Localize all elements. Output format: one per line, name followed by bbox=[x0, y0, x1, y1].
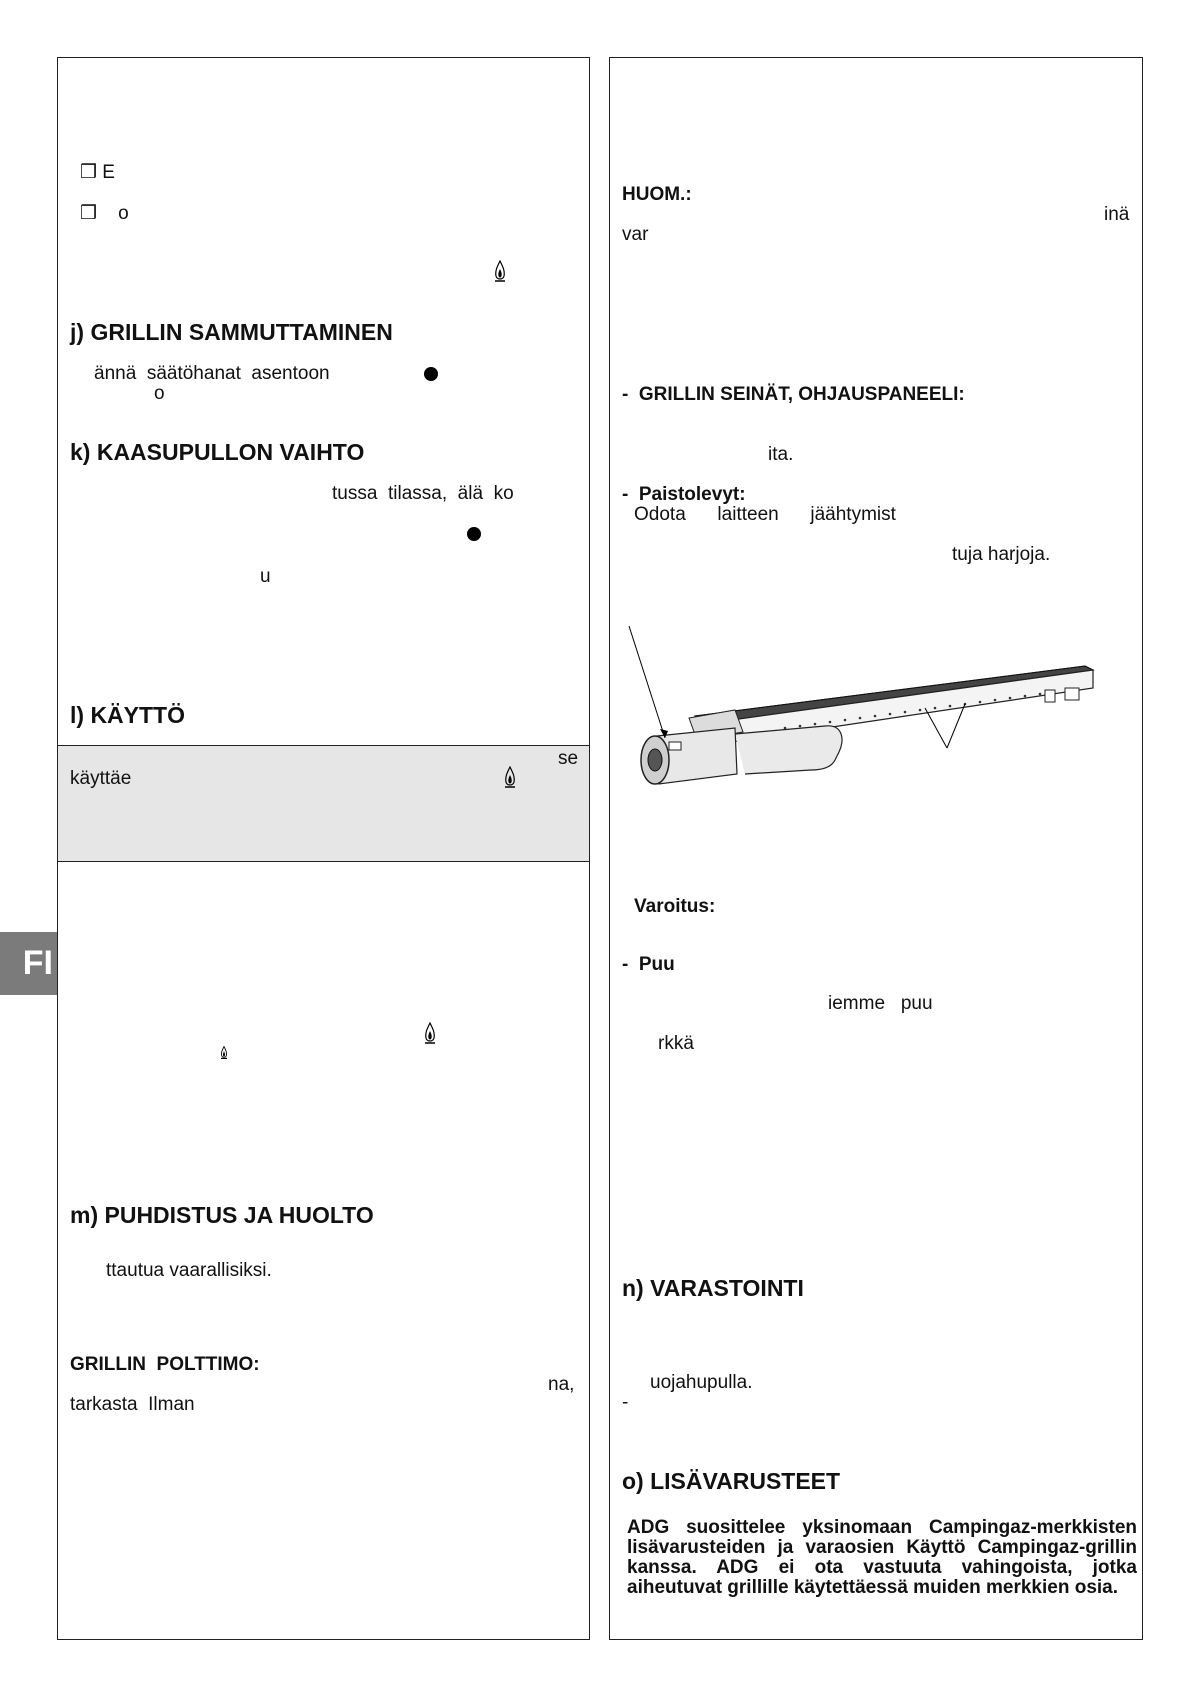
section-o-heading: o) LISÄVARUSTEET bbox=[622, 1468, 841, 1494]
huom-text-1: inä bbox=[1104, 204, 1130, 225]
off-position-dot-icon bbox=[424, 367, 438, 381]
walls-text: ita. bbox=[768, 444, 794, 465]
wood-text-1: iemme puu bbox=[828, 993, 933, 1014]
section-n-line-2: - bbox=[622, 1392, 629, 1413]
section-j-line-2: o bbox=[154, 383, 165, 404]
checkbox-bullet-2: ❒ o bbox=[80, 203, 129, 224]
checkbox-bullet-1: ❒ E bbox=[80, 162, 115, 183]
warning-label: Varoitus: bbox=[634, 896, 716, 917]
off-position-dot-icon bbox=[467, 527, 481, 541]
huom-text-2: var bbox=[622, 224, 649, 245]
section-m-line-3: tarkasta Ilman bbox=[70, 1394, 195, 1415]
accessories-paragraph: ADG suosittelee yksinomaan Campingaz-merkkisten lisävarusteiden ja varaosien Käyttö Campingaz-grillin kanssa. ADG ei ota vastuuta vahingoista, jotka aiheutuvat grillille käytettäessä muiden merkkien osia. bbox=[627, 1517, 1137, 1598]
burner-subheading: GRILLIN POLTTIMO: bbox=[70, 1354, 260, 1375]
section-m-line-2: na, bbox=[548, 1374, 575, 1395]
section-l-heading: l) KÄYTTÖ bbox=[70, 702, 185, 728]
plates-text-1: Odota laitteen jäähtymist bbox=[634, 504, 896, 525]
plates-heading: - Paistolevyt: bbox=[622, 484, 746, 505]
section-m-heading: m) PUHDISTUS JA HUOLTO bbox=[70, 1202, 374, 1228]
small-flame-icon bbox=[220, 1046, 228, 1059]
section-j-heading: j) GRILLIN SAMMUTTAMINEN bbox=[70, 319, 393, 345]
large-flame-icon bbox=[494, 260, 506, 282]
huom-label: HUOM.: bbox=[622, 184, 692, 205]
section-k-heading: k) KAASUPULLON VAIHTO bbox=[70, 439, 365, 465]
section-k-line-2: u bbox=[260, 566, 271, 587]
section-k-line-1: tussa tilassa, älä ko bbox=[332, 483, 514, 504]
section-n-heading: n) VARASTOINTI bbox=[622, 1275, 804, 1301]
language-tab: FI bbox=[0, 932, 57, 995]
burner-illustration bbox=[625, 608, 1140, 808]
notice-text-1: se bbox=[558, 748, 579, 769]
large-flame-icon bbox=[504, 766, 516, 788]
notice-text-2: käyttäe bbox=[70, 768, 132, 789]
large-flame-icon bbox=[424, 1022, 436, 1044]
section-n-line-1: uojahupulla. bbox=[650, 1372, 753, 1393]
right-column bbox=[609, 57, 1143, 1640]
section-m-line-1: ttautua vaarallisiksi. bbox=[106, 1260, 272, 1281]
left-column bbox=[57, 57, 590, 1640]
wood-text-2: rkkä bbox=[658, 1033, 694, 1054]
section-j-line-1: ännä säätöhanat asentoon bbox=[94, 363, 330, 384]
plates-text-2: tuja harjoja. bbox=[952, 544, 1051, 565]
walls-heading: - GRILLIN SEINÄT, OHJAUSPANEELI: bbox=[622, 384, 965, 405]
notice-box bbox=[58, 745, 589, 862]
wood-heading: - Puu bbox=[622, 954, 675, 975]
